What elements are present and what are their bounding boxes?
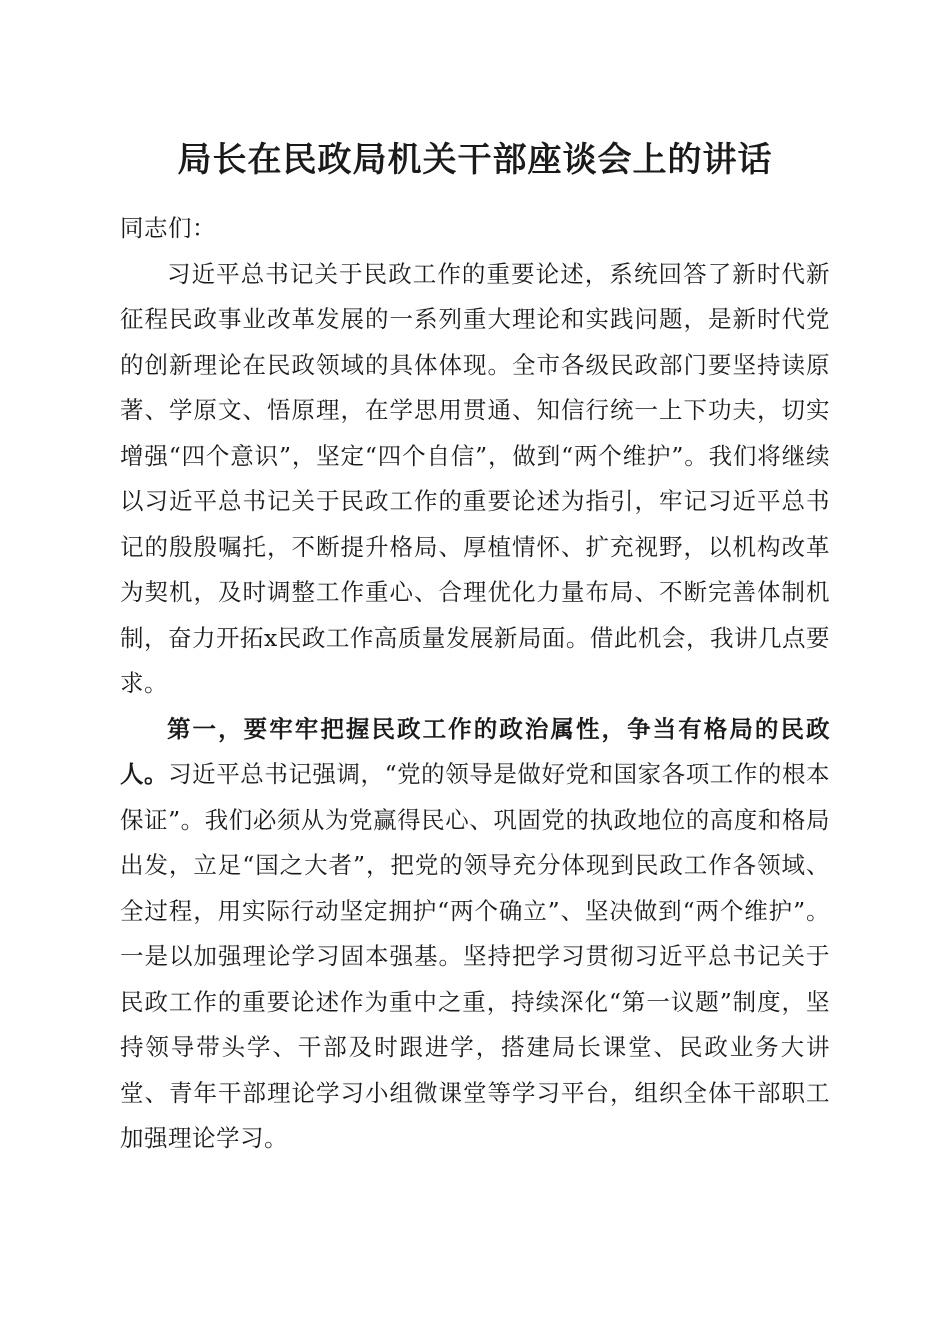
paragraph-intro-text: 习近平总书记关于民政工作的重要论述，系统回答了新时代新征程民政事业改革发展的一系列重大理论和实践问题，是新时代党的创新理论在民政领域的具体体现。全市各级民政部门要坚持读原著、学原文、悟原理，在学思用贯通、知信行统一上下功夫，切实增强“四个意识”，坚定“四个自信”，做到“两个维护”。我们将继续以习近平总书记关于民政工作的重要论述为指引，牢记习近平总书记的殷殷嘱托，不断提升格局、厚植情怀、扩充视野，以机构改革为契机，及时调整工作重心、合理优化力量布局、不断完善体制机制，奋力开拓x民政工作高质量发展新局面。借此机会，我讲几点要求。: [120, 259, 830, 697]
document-body: [120, 206, 830, 1162]
salutation: 同志们：: [120, 214, 216, 242]
document-title: 局长在民政局机关干部座谈会上的讲话: [177, 140, 773, 180]
paragraph-first-point-lead: 第一，要牢牢把握民政工作的政治属性，争当有格局的民政人。: [120, 714, 830, 788]
paragraph-first-point-text: 习近平总书记强调，“党的领导是做好党和国家各项工作的根本保证”。我们必须从为党赢得民心、巩固党的执政地位的高度和格局出发，立足“国之大者”，把党的领导充分体现到民政工作各领域、全过程，用实际行动坚定拥护“两个确立”、坚决做到“两个维护”。一是以加强理论学习固本强基。坚持把学习贯彻习近平总书记关于民政工作的重要论述作为重中之重，持续深化“第一议题”制度，坚持领导带头学、干部及时跟进学，搭建局长课堂、民政业务大讲堂、青年干部理论学习小组微课堂等学习平台，组织全体干部职工加强理论学习。: [120, 760, 831, 1152]
paragraph-first-point: [120, 707, 830, 1162]
paragraph-intro: [120, 252, 830, 707]
